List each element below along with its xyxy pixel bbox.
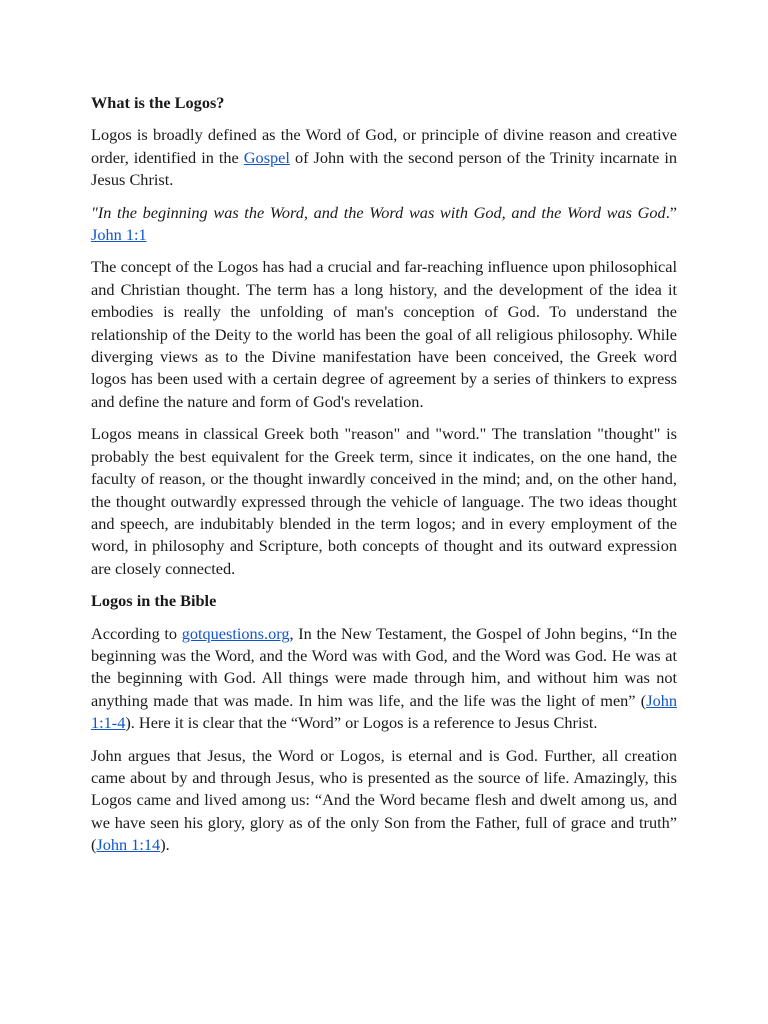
paragraph-john-argues	[91, 745, 677, 857]
paragraph-concept: The concept of the Logos has had a crucial and far-reaching influence upon philosophical and Christian thought. The term has a long history, and the development of the idea it embodies is really the unfolding of man's conception of God. To understand the relationship of the Deity to the world has been the goal of all religious philosophy. While diverging views as to the Divine manifestation have been conceived, the Greek word logos has been used with a certain degree of agreement by a series of thinkers to express and define the nature and form of God's revelation.	[91, 257, 677, 411]
text-segment: ). Here it is clear that the “Word” or Logos is a reference to Jesus Christ.	[125, 713, 598, 733]
text-segment: ).	[160, 835, 170, 855]
paragraph-gotquestions	[91, 623, 677, 735]
link-gotquestions[interactable]: gotquestions.org	[181, 623, 290, 643]
document-page	[91, 92, 677, 867]
link-john-1-14[interactable]: John 1:14	[96, 835, 161, 855]
text-segment: According to	[91, 623, 182, 643]
paragraph-meaning: Logos means in classical Greek both "reason" and "word." The translation "thought" is probably the best equivalent for the Greek term, since it indicates, on the one hand, the faculty of reason, or the thought inwardly conceived in the mind; and, on the other hand, the thought outwardly expressed through the vehicle of language. The two ideas thought and speech, are indubitably blended in the term logos; and in every employment of the word, in philosophy and Scripture, both concepts of thought and its outward expression are closely connected.	[91, 424, 677, 578]
text-segment: John argues that Jesus, the Word or Logos, is eternal and is God. Further, all creation came about by and through Jesus, who is presented as the source of life. Amazingly, this Logos came and lived among us: “And the Word became flesh and dwelt among us, and we have seen his glory, glory as of the only Son from the Father, full of grace and truth” (	[91, 745, 677, 855]
heading-what-is-logos: What is the Logos?	[91, 93, 225, 112]
quote-end: .”	[665, 202, 677, 222]
text-segment: , In the New Testament, the Gospel of John begins, “In the beginning was the Word, and the Word was with God, and the Word was God. He was at the beginning with God. All things were made through him, and without him was not anything made that was made. In him was life, and the life was the light of men” (	[91, 623, 677, 710]
quote-text: "In the beginning was the Word, and the Word was with God, and the Word was God	[91, 202, 666, 222]
paragraph-quote	[91, 202, 677, 247]
paragraph-definition	[91, 124, 677, 191]
link-john-1-1-4[interactable]: John 1:1-4	[91, 690, 677, 733]
text-segment: of John with the second person of the Trinity incarnate in Jesus Christ.	[91, 147, 678, 190]
heading-logos-in-bible: Logos in the Bible	[91, 591, 217, 611]
link-gospel[interactable]: Gospel	[243, 147, 290, 167]
text-segment: Logos is broadly defined as the Word of God, or principle of divine reason and creative order, identified in the	[91, 125, 677, 167]
link-john-1-1[interactable]: John 1:1	[91, 225, 147, 245]
